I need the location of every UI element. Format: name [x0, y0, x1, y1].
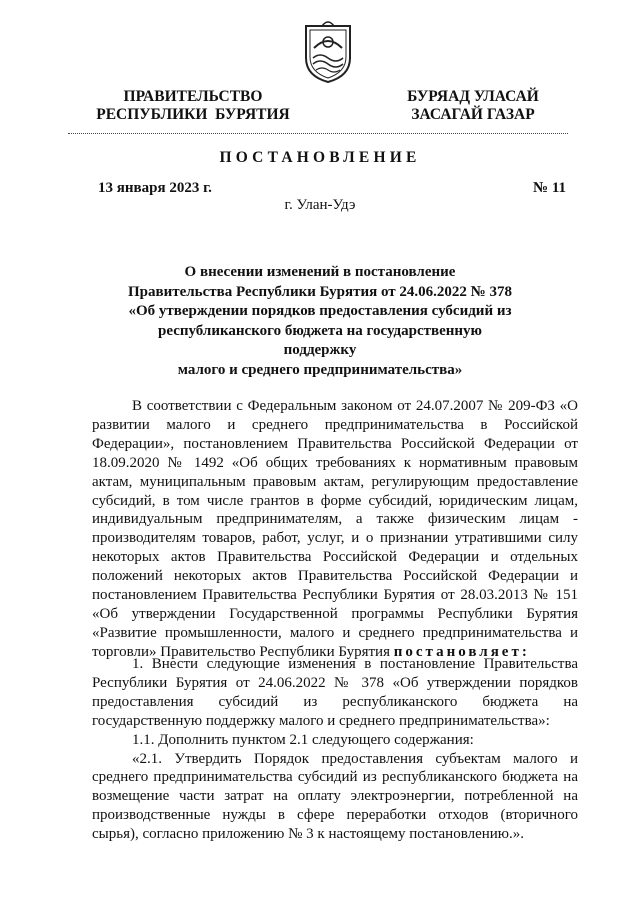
- header-left: [78, 88, 308, 124]
- title-line: Правительства Республики Бурятия от 24.06.2022 № 378: [127, 283, 512, 300]
- document-type: ПОСТАНОВЛЕНИЕ: [219, 149, 421, 166]
- header-left-line2: РЕСПУБЛИКИ БУРЯТИЯ: [96, 106, 290, 123]
- title-line: малого и среднего предпринимательства»: [177, 361, 463, 378]
- title-line: республиканского бюджета на государственную поддержку: [158, 322, 482, 358]
- paragraph-1: 1. Внести следующие изменения в постановление Правительства Республики Бурятия от 24.06.2022 № 378 «Об утверждении порядков предоставления субсидий из республиканского бюджета на государственную поддержку малого и среднего предпринимательства»:: [92, 656, 578, 729]
- preamble-text: В соответствии с Федеральным законом от 24.07.2007 № 209-ФЗ «О развитии малого и среднего предпринимательства в Российской Федерации», постановлением Правительства Российской Федерации от 18.09.2020 № 1492 «Об общих требованиях к нормативным правовым актам, муниципальным правовым актам, регулирующим предоставление субсидий, в том числе грантов в форме субсидий, юридическим лицам, индивидуальным предпринимателям, а также физическим лицам - производителям товаров, работ, услуг, и о признании утратившими силу некоторых актов Правительства Российской Федерации и отдельных положений некоторых актов Правительства Российской Федерации и постановлением Правительства Республики Бурятия от 28.03.2013 № 151 «Об утверждении Государственной программы Республики Бурятия «Развитие промышленности, малого и среднего предпринимательства и торговли» Правительство Республики Бурятия: [92, 398, 578, 660]
- header-right: [378, 88, 568, 124]
- title-line: О внесении изменений в постановление: [184, 264, 456, 280]
- title-line: «Об утверждении порядков предоставления субсидий из: [128, 303, 512, 319]
- document-title: [120, 263, 520, 380]
- header-left-line1: ПРАВИТЕЛЬСТВО: [123, 88, 263, 105]
- header-right-line1: БУРЯАД УЛАСАЙ: [407, 88, 539, 105]
- operative-block: [92, 655, 578, 844]
- document-date: 13 января 2023 г.: [98, 180, 212, 196]
- header-right-line2: ЗАСАГАЙ ГАЗАР: [411, 106, 535, 123]
- preamble-paragraph: [92, 397, 578, 662]
- document-city: г. Улан-Удэ: [284, 197, 356, 213]
- header-separator: [68, 133, 568, 134]
- preamble-block: [92, 397, 578, 662]
- coat-of-arms-icon: [300, 18, 356, 84]
- paragraph-1-1: 1.1. Дополнить пунктом 2.1 следующего содержания:: [132, 731, 474, 748]
- paragraph-2-1: «2.1. Утвердить Порядок предоставления субъектам малого и среднего предпринимательства субсидий из республиканского бюджета на возмещение части затрат на оплату электроэнергии, потребленной на производственные нужды в сфере переработки отходов (вторичного сырья), согласно приложению № 3 к настоящему постановлению.».: [92, 750, 578, 843]
- document-number: № 11: [533, 180, 566, 196]
- resolves-keyword: постановляет:: [393, 643, 530, 660]
